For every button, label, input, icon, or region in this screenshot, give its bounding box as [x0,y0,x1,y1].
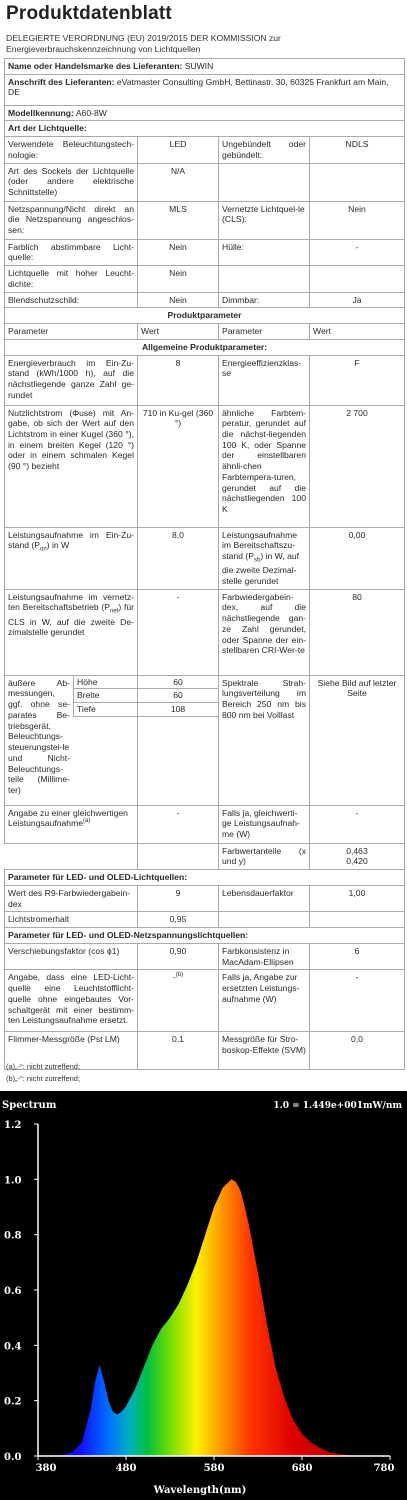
type-row: Netzspannung/Nicht direkt an die Netzspannung angeschlos-sen: MLS Vernetzte Lichtquel-le (CLS): Nein [5,201,405,239]
brand-row [5,59,405,75]
equivalent-power-row: Angabe zu einer gleichwertigen Leistungsaufnahme$^{(a)}$ - Falls ja, gleichwerti-ge Leistungsaufnah-me (W) - [5,805,405,843]
brand-value: SUWIN [184,61,214,71]
param-row: Nutzlichtstrom (Φuse) mit An-gabe, ob sich der Wert auf den Lichtstrom in einer Kugel (360 °), in einem breiten Kegel (120 °) oder in einem schmalen Kegel (90 °) bezieht 710 in Ku-gel (360 °) ähnliche Farbtem-peratur, gerundet auf die nächst-liegenden 100 K, oder Spanne der einstellbaren ähnli-chen Farbtempera-turen, gerundet auf die nächstliegenden 100 K 2 700 [5,405,405,527]
y-tick-label: 0.4 [4,1341,22,1353]
y-tick-label: 0.6 [4,1286,22,1297]
dimensions-row: äußere Ab-messungen, ggf. ohne se-parates Be-triebsgerät, Beleuchtungs-steuerungstei-le und Nicht-Beleuchtungs-teile (Millime-ter) Höhe Breite Tiefe 60 60 108 Spektrale Strah-lungsverteilung im Bereich 250 nm bis 800 nm bei Volllast Siehe Bild auf letzter Seite [5,675,405,805]
data-table [4,58,405,1070]
color-coordinates-row: Farbwertanteile (x und y) 0,463 0,420 [5,843,405,869]
mains-section-heading: Parameter für LED- und OLED-Netzspannungslichtquellen: [5,928,405,944]
page-title: Produktdatenblatt [6,3,172,24]
equivalent-power-label: Angabe zu einer gleichwertigen Leistungsaufnahme$^{(a)}$ [5,805,138,843]
product-params-heading: Produktparameter [5,308,405,324]
footnote-b: (b)„-“: nicht zutreffend; [6,1073,81,1083]
type-row: Farblich abstimmbare Licht-quelle: Nein Hülle: - [5,239,405,265]
column-headers: Parameter Wert Parameter Wert [5,324,405,340]
led-section-heading: Parameter für LED- und OLED-Lichtquellen: [5,870,405,886]
type-section-heading: Art der Lichtquelle: [5,121,405,137]
y-tick-label: 0.0 [4,1452,22,1463]
spectrum-chart [0,1091,407,1500]
param-row: Energieverbrauch im Ein-Zu-stand (kWh/1000 h), auf die nächstliegende ganze Zahl ge-rundet 8 Energieeffizienzklas-se F [5,355,405,405]
x-axis-label: Wavelength(nm) [153,1485,247,1496]
led-row: Lichtstromerhalt 0,95 [5,912,405,928]
power-standby-label: Leistungsaufnahme im Bereitschaftszu-stand $(P_{sb})$ in W, auf die zweite Dezimal-stelle gerundet [219,527,310,589]
mains-row: Flimmer-Messgröße (Pst LM) 0,1 Messgröße für Stro-boskop-Effekte (SVM) 0,0 [5,1032,405,1070]
regulation-subtitle: DELEGIERTE VERORDNUNG (EU) 2019/2015 DER KOMMISSION zur Energieverbrauchskennzeichnung von Lichtquellen [6,33,281,54]
model-row [5,105,405,121]
y-tick-label: 0.2 [4,1396,22,1408]
address-row [5,74,405,105]
mains-row: Verschiebungsfaktor (cos ϕ1) 0,90 Farbkonsistenz in MacAdam-Ellipsen 6 [5,943,405,969]
type-row: Art des Sockels der Lichtquelle (oder andere elektrische Schnittstelle) N/A [5,163,405,201]
chart-title: Spectrum [2,1100,57,1111]
chart-annotation: 1.0 = 1.449e+001mW/nm [273,1101,402,1111]
type-row: Lichtquelle mit hoher Leucht-dichte: Nein [5,266,405,292]
led-row: Wert des R9-Farbwiedergabein-dex 9 Lebensdauerfaktor 1,00 [5,885,405,911]
general-params-heading: Allgemeine Produktparameter: [5,339,405,355]
model-value: A60-8W [75,107,107,118]
y-tick-label: 1.2 [4,1120,22,1131]
y-tick-label: 1.0 [4,1175,22,1187]
type-row: Blendschutzschild: Nein Dimmbar: Ja [5,292,405,308]
dimensions-label: äußere Ab-messungen, ggf. ohne se-parates Be-triebsgerät, Beleuchtungs-steuerungstei-le und Nicht-Beleuchtungs-teile (Millime-ter) [8,677,70,796]
x-tick-label: 780 [373,1463,395,1474]
mains-row: Angabe, dass eine LED-Licht-quelle eine Leuchtstofflicht-quelle ohne eingebautes Vor-schaltgerät mit einer bestimm-ten Leistungsaufnahme ersetzt. -$^{(b)}$ Falls ja, Angabe zur ersetzten Leistungs-aufnahme (W) - [5,970,405,1032]
replacement-value: -$^{(b)}$ [138,970,219,1032]
footnotes [6,1061,80,1084]
type-row: Verwendete Beleuchtungstech-nologie: LED Ungebündelt oder gebündelt: NDLS [5,137,405,163]
x-tick-label: 480 [115,1463,137,1474]
power-network-label: Leistungsaufnahme im vernetz-ten Bereitschaftsbetrieb $(P_{net})$ für CLS in W, auf die zweite De-zimalstelle gerundet [5,589,138,675]
param-row: Leistungsaufnahme im vernetz-ten Bereitschaftsbetrieb $(P_{net})$ für CLS in W, auf die zweite De-zimalstelle gerundet - Farbwiedergabein-dex, auf die nächstliegende gan-ze Zahl gerundet, oder Spanne der ein-stellbaren CRI-Wer-te 80 [5,589,405,675]
param-row: Leistungsaufnahme im Ein-Zu-stand $(P_{on})$ in W 8,0 Leistungsaufnahme im Bereitschaftszu-stand $(P_{sb})$ in W, auf die zweite Dezimal-stelle gerundet 0,00 [5,527,405,589]
x-tick-label: 580 [203,1463,225,1474]
address-value: eVatmaster Consulting GmbH, Bettinastr. 30, 60325 Frankfurt am Main, DE [8,76,389,98]
power-on-label: Leistungsaufnahme im Ein-Zu-stand $(P_{on})$ in W [5,527,138,589]
spectrum-svg [0,1091,407,1500]
y-tick-label: 0.8 [4,1230,22,1242]
x-tick-label: 680 [291,1463,313,1474]
x-tick-label: 380 [35,1463,57,1474]
brand-label: Name oder Handelsmarke des Lieferanten: [8,61,183,71]
address-label: Anschrift des Lieferanten: [8,76,115,87]
model-label: Modellkennung: [8,107,74,118]
footnote-a: (a)„-“: nicht zutreffend; [6,1062,81,1071]
